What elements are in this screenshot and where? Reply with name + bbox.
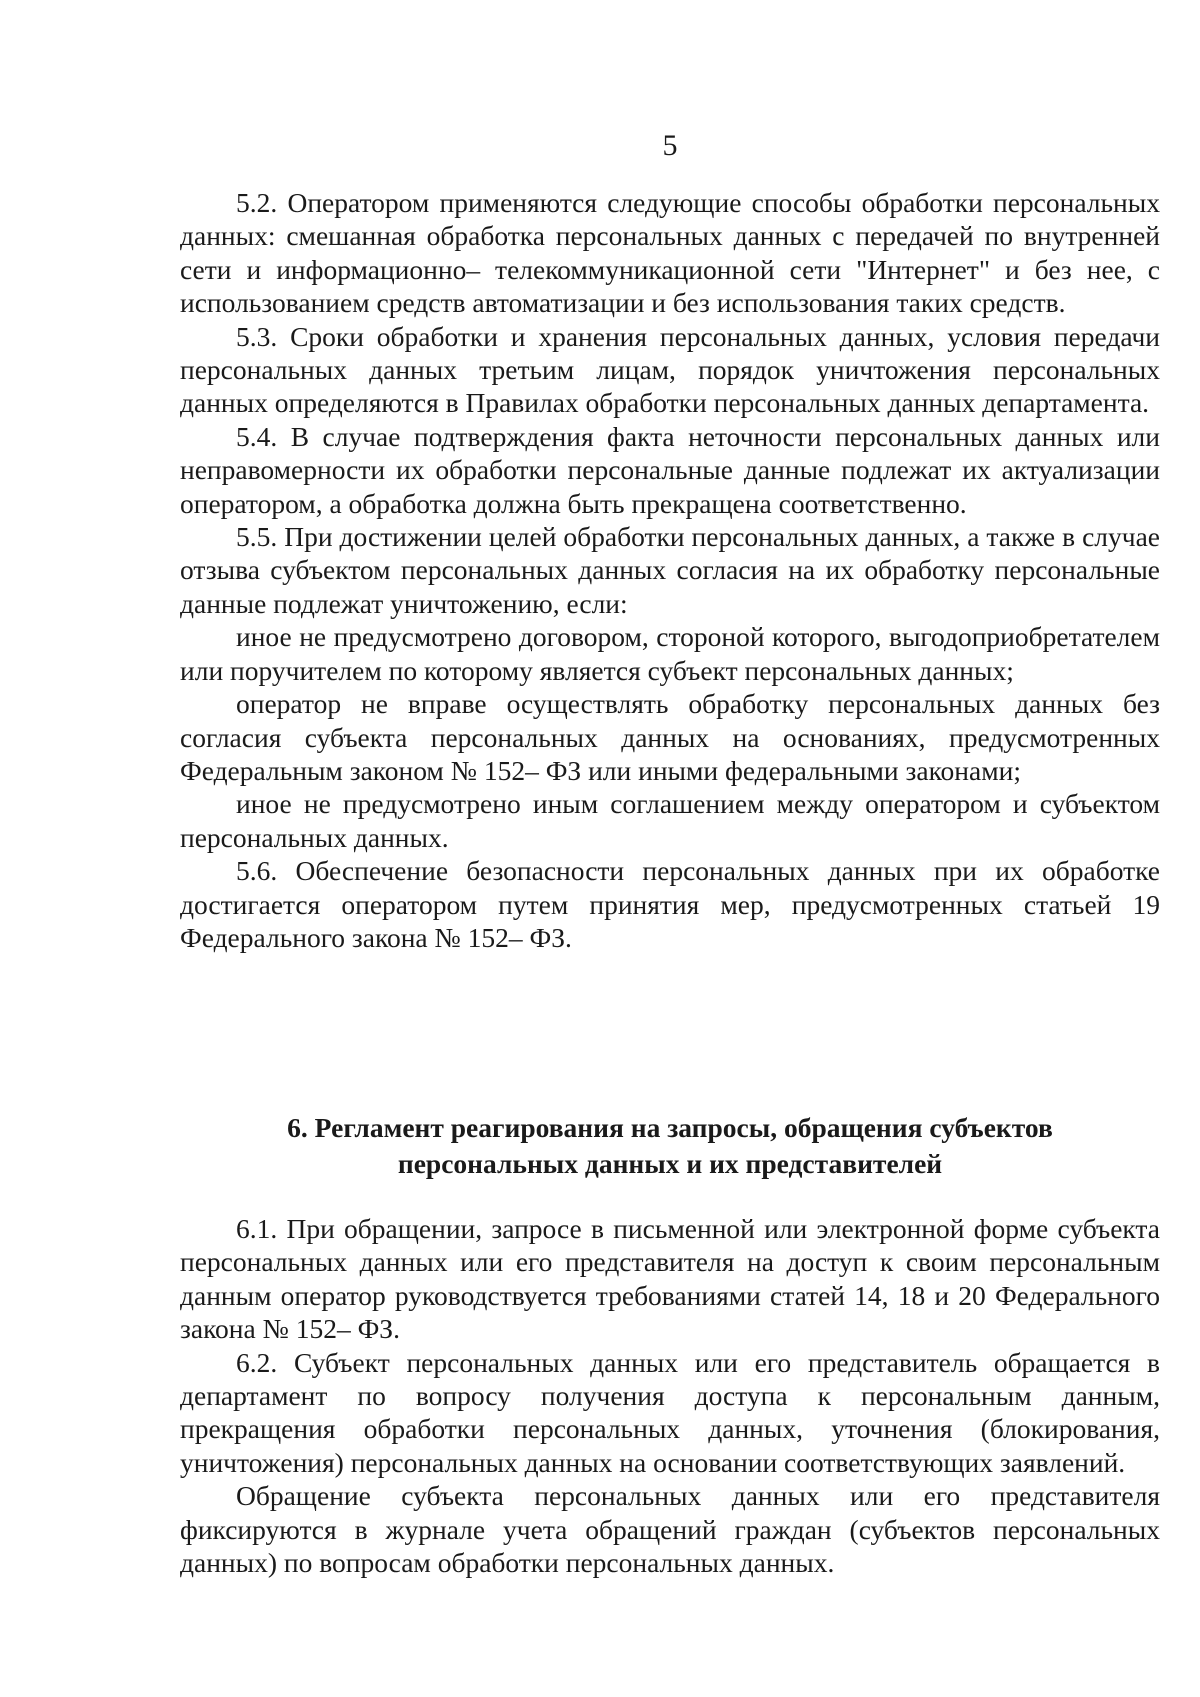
section-6-heading — [180, 1110, 1160, 1182]
paragraph-5-6: 5.6. Обеспечение безопасности персональных данных при их обработке достигается оператором путем принятия мер, предусмотренных статьей 19 Федерального закона № 152– ФЗ. — [180, 855, 1160, 953]
paragraph-5-5-item-1: иное не предусмотрено договором, стороной которого, выгодоприобретателем или поручителем по которому является субъект персональных данных; — [180, 621, 1160, 686]
paragraph-5-4: 5.4. В случае подтверждения факта неточности персональных данных или неправомерности их обработки персональные данные подлежат их актуализации оператором, а обработка должна быть прекращена соответственно. — [180, 420, 1160, 519]
paragraph-5-5-item-2: оператор не вправе осуществлять обработку персональных данных без согласия субъекта персональных данных на основаниях, предусмотренных Федеральным законом № 152– ФЗ или иными федеральными законами; — [180, 688, 1160, 786]
section-6-heading-line-2: персональных данных и их представителей — [397, 1148, 943, 1179]
paragraph-6-2-note: Обращение субъекта персональных данных или его представителя фиксируются в журнале учета обращений граждан (субъектов персональных данных) по вопросам обработки персональных данных. — [180, 1480, 1160, 1579]
paragraph-6-1: 6.1. При обращении, запросе в письменной или электронной форме субъекта персональных данных или его представителя на доступ к своим персональным данным оператор руководствуется требованиями статей 14, 18 и 20 Федерального закона № 152– ФЗ. — [180, 1213, 1160, 1345]
paragraph-5-5: 5.5. При достижении целей обработки персональных данных, а также в случае отзыва субъектом персональных данных согласия на их обработку персональные данные подлежат уничтожению, если: — [180, 521, 1160, 619]
paragraph-5-5-item-3: иное не предусмотрено иным соглашением между оператором и субъектом персональных данных. — [180, 788, 1160, 853]
section-5-body — [180, 186, 1160, 954]
paragraph-5-2: 5.2. Оператором применяются следующие способы обработки персональных данных: смешанная обработка персональных данных с передачей по внутренней сети и информационно– телекоммуникационной сети "Интернет" и без нее, с использованием средств автоматизации и без использования таких средств. — [180, 187, 1160, 319]
section-6-heading-line-1: 6. Регламент реагирования на запросы, обращения субъектов — [287, 1112, 1053, 1143]
paragraph-6-2: 6.2. Субъект персональных данных или его представитель обращается в департамент по вопросу получения доступа к персональным данным, прекращения обработки персональных данных, уточнения (блокирования, уничтожения) персональных данных на основании соответствующих заявлений. — [180, 1346, 1160, 1478]
paragraph-5-3: 5.3. Сроки обработки и хранения персональных данных, условия передачи персональных данных третьим лицам, порядок уничтожения персональных данных определяются в Правилах обработки персональных данных департамента. — [180, 320, 1160, 419]
page-number: 5 — [662, 129, 678, 162]
section-6-body — [180, 1212, 1160, 1579]
